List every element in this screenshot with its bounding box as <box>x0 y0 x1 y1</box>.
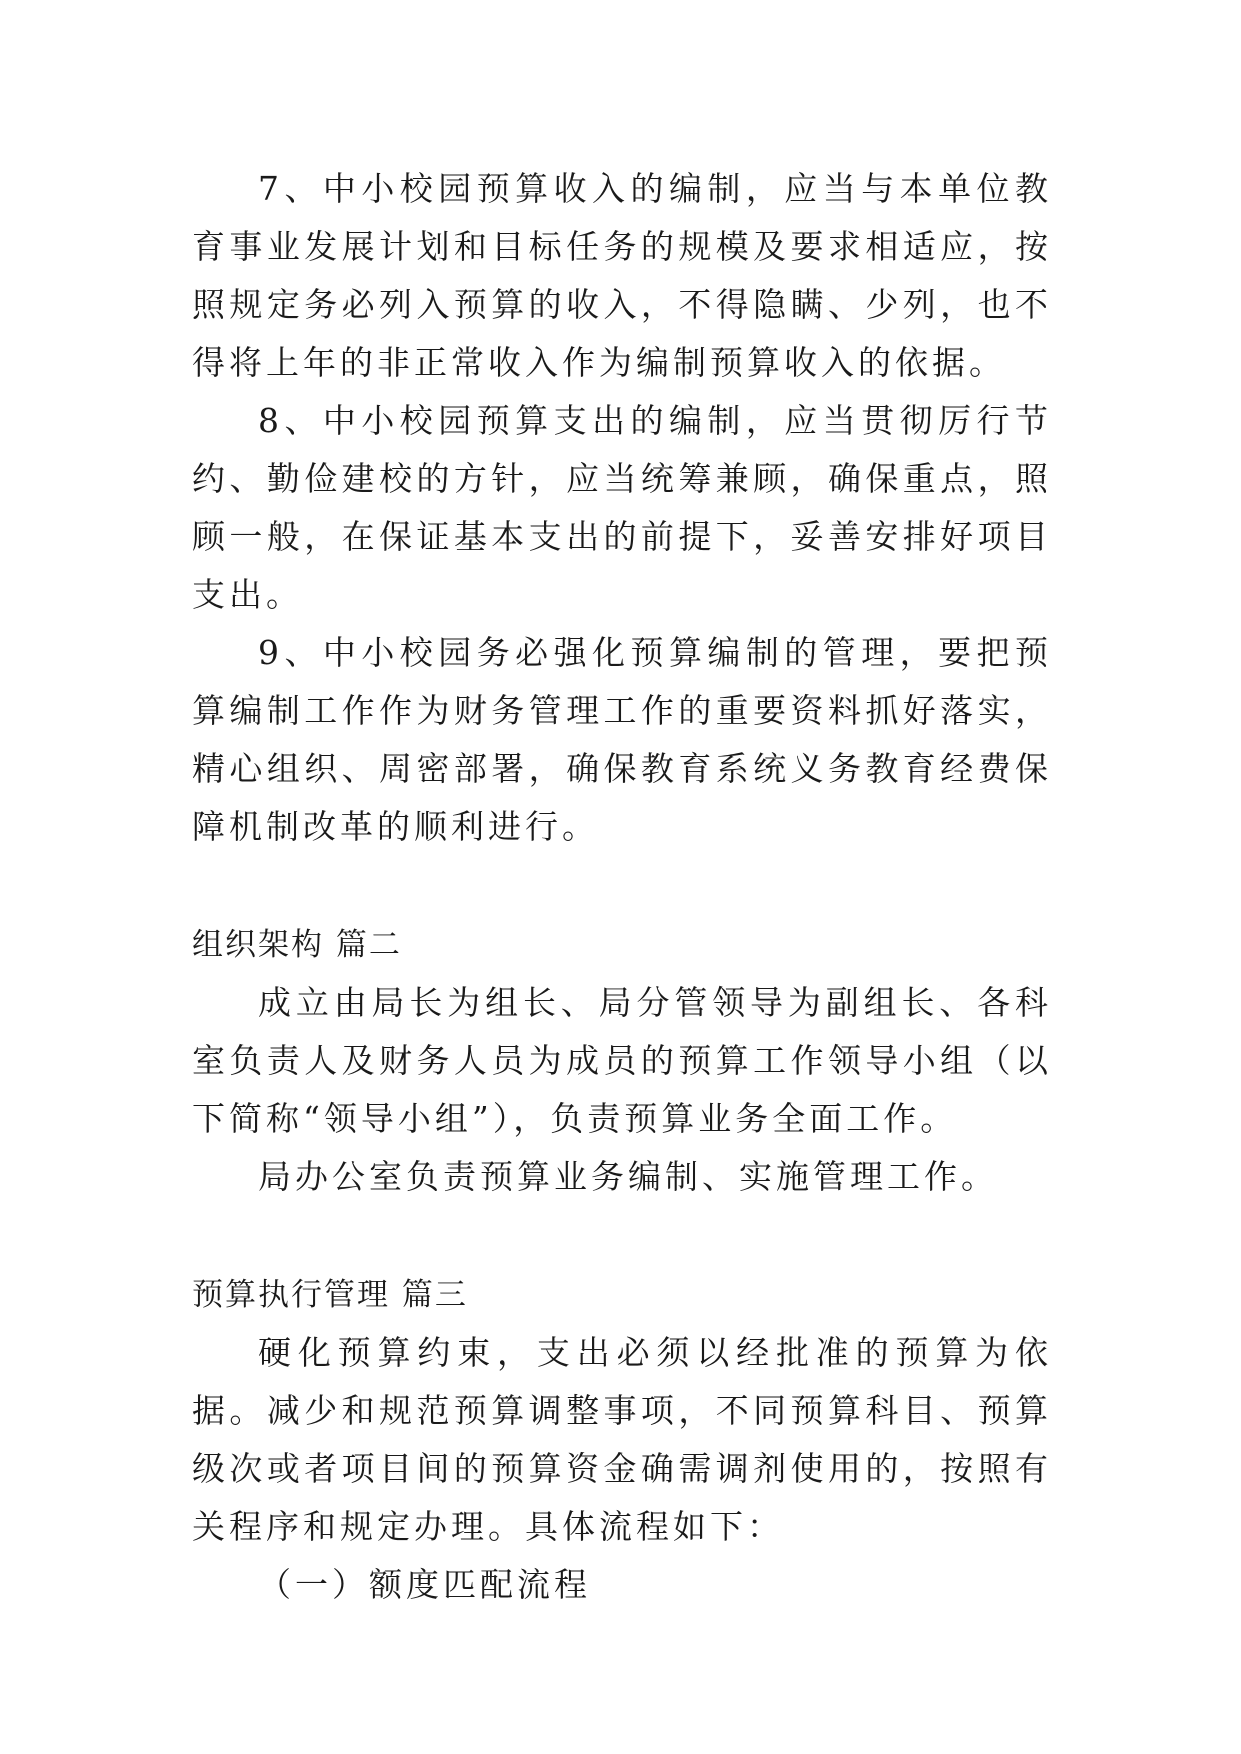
paragraph-8: 8、中小校园预算支出的编制，应当贯彻厉行节约、勤俭建校的方针，应当统筹兼顾，确保重点，照顾一般，在保证基本支出的前提下，妥善安排好项目支出。 <box>192 401 1052 614</box>
paragraph-budget-1: 硬化预算约束，支出必须以经批准的预算为依据。减少和规范预算调整事项，不同预算科目、预算级次或者项目间的预算资金确需调剂使用的，按照有关程序和规定办理。具体流程如下： <box>192 1333 1052 1546</box>
paragraph-9: 9、中小校园务必强化预算编制的管理，要把预算编制工作作为财务管理工作的重要资料抓好落实，精心组织、周密部署，确保教育系统义务教育经费保障机制改革的顺利进行。 <box>192 633 1052 846</box>
paragraph-org-1: 成立由局长为组长、局分管领导为副组长、各科室负责人及财务人员为成员的预算工作领导小组（以下简称“领导小组”），负责预算业务全面工作。 <box>192 983 1052 1138</box>
paragraph-7: 7、中小校园预算收入的编制，应当与本单位教育事业发展计划和目标任务的规模及要求相适应，按照规定务必列入预算的收入，不得隐瞒、少列，也不得将上年的非正常收入作为编制预算收入的依据。 <box>192 169 1052 382</box>
section-heading-budget: 预算执行管理 篇三 <box>192 1277 468 1313</box>
section-heading-org: 组织架构 篇二 <box>192 927 402 963</box>
section-gap <box>192 856 1052 916</box>
subheading-quota-flow: （一）额度匹配流程 <box>258 1565 591 1604</box>
document-page <box>192 160 1052 1614</box>
section-gap <box>192 1206 1052 1266</box>
paragraph-org-2: 局办公室负责预算业务编制、实施管理工作。 <box>258 1157 998 1196</box>
